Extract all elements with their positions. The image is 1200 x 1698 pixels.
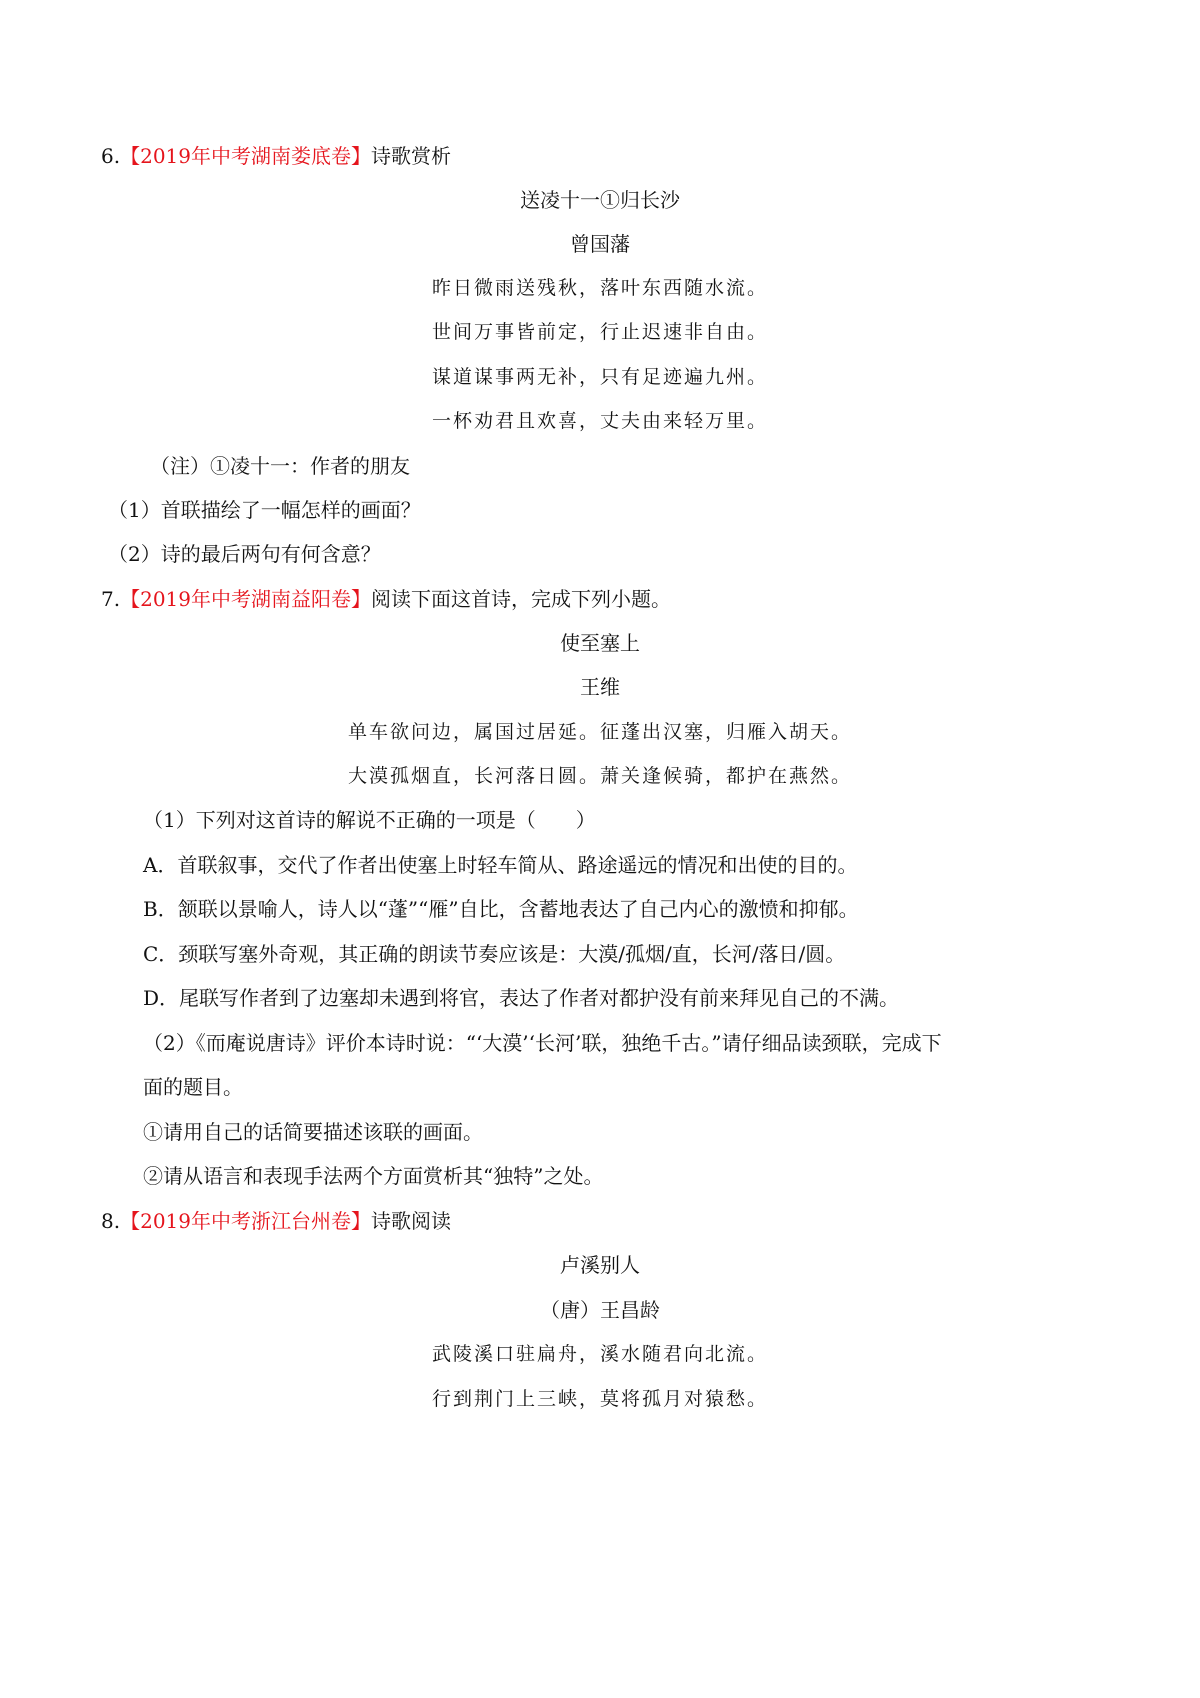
- part2-item: ②请从语言和表现手法两个方面赏析其“独特”之处。: [143, 1164, 604, 1188]
- poem-author: （唐）王昌龄: [540, 1298, 660, 1322]
- poem-line: 昨日微雨送残秋，落叶东西随水流。: [431, 277, 768, 299]
- poem-title: 送凌十一①归长沙: [520, 188, 680, 212]
- poem-title: 使至塞上: [560, 631, 640, 655]
- option-b: B．颔联以景喻人，诗人以“蓬”“雁”自比，含蓄地表达了自己内心的激愤和抑郁。: [143, 897, 859, 921]
- poem-line: 单车欲问边，属国过居延。征蓬出汉塞，归雁入胡天。: [347, 721, 852, 743]
- source-bracket-open: 【: [120, 587, 141, 611]
- part2-item: ①请用自己的话简要描述该联的画面。: [143, 1120, 483, 1144]
- source-bracket-close: 】: [351, 587, 371, 611]
- source-tag: 2019年中考湖南益阳卷: [140, 587, 351, 611]
- poem-author: 曾国藩: [570, 232, 630, 256]
- poem-author: 王维: [580, 675, 620, 699]
- poem-line: 世间万事皆前定，行止迟速非自由。: [431, 321, 768, 343]
- question-number: 7.: [101, 587, 121, 611]
- poem-line: 武陵溪口驻扁舟，溪水随君向北流。: [431, 1343, 768, 1365]
- source-bracket-open: 【: [120, 1209, 141, 1233]
- source-bracket-close: 】: [351, 1209, 371, 1233]
- question-7-header: [101, 585, 671, 613]
- option-a: A．首联叙事，交代了作者出使塞上时轻车简从、路途遥远的情况和出使的目的。: [143, 853, 858, 877]
- source-bracket-open: 【: [120, 144, 141, 168]
- sub-question: （2）诗的最后两句有何含意？: [108, 542, 381, 566]
- poem-line: 大漠孤烟直，长河落日圆。萧关逢候骑，都护在燕然。: [347, 765, 852, 787]
- option-d: D．尾联写作者到了边塞却未遇到将官，表达了作者对都护没有前来拜见自己的不满。: [143, 986, 900, 1010]
- part2-prompt-continued: 面的题目。: [143, 1075, 243, 1099]
- poem-title: 卢溪别人: [560, 1253, 640, 1277]
- question-task: 诗歌赏析: [371, 144, 451, 168]
- poem-line: 行到荆门上三峡，莫将孤月对猿愁。: [431, 1388, 768, 1410]
- question-8-header: [101, 1207, 451, 1235]
- source-tag: 2019年中考浙江台州卷: [140, 1209, 351, 1233]
- option-c: C．颈联写塞外奇观，其正确的朗读节奏应该是：大漠/孤烟/直，长河/落日/圆。: [143, 942, 846, 966]
- part1-prompt: （1）下列对这首诗的解说不正确的一项是（ ）: [143, 808, 596, 832]
- question-number: 6.: [101, 144, 121, 168]
- question-number: 8.: [101, 1209, 121, 1233]
- part2-prompt: （2）《而庵说唐诗》评价本诗时说：“‘大漠’‘长河’联，独绝千古。”请仔细品读颈联，完成下: [143, 1031, 942, 1055]
- poem-line: 一杯劝君且欢喜，丈夫由来轻万里。: [431, 410, 768, 432]
- sub-question: （1）首联描绘了一幅怎样的画面？: [108, 498, 421, 522]
- poem-note: （注）①凌十一：作者的朋友: [150, 454, 410, 478]
- question-task: 阅读下面这首诗，完成下列小题。: [371, 587, 671, 611]
- poem-line: 谋道谋事两无补，只有足迹遍九州。: [431, 366, 768, 388]
- question-task: 诗歌阅读: [371, 1209, 451, 1233]
- source-tag: 2019年中考湖南娄底卷: [140, 144, 351, 168]
- source-bracket-close: 】: [351, 144, 371, 168]
- question-6-header: [101, 142, 451, 170]
